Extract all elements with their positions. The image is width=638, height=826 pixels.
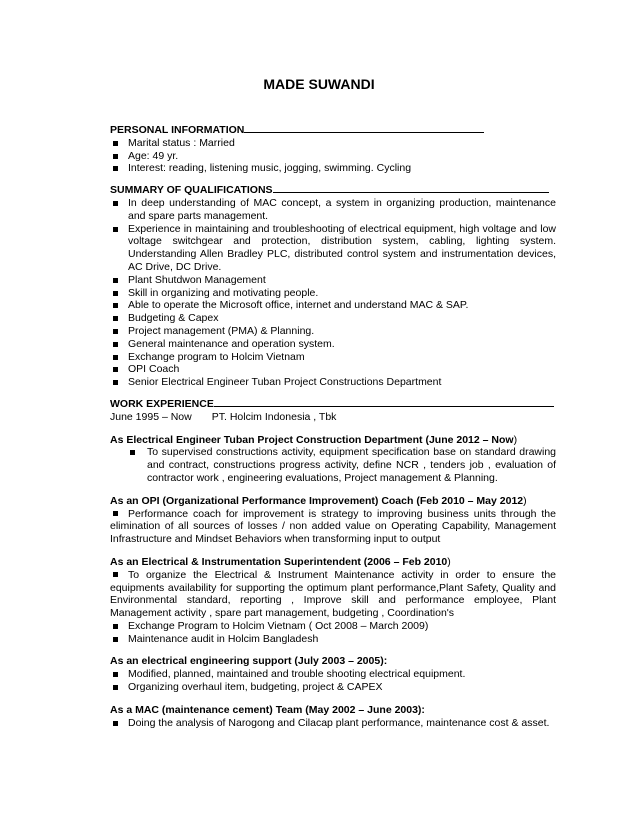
list-item: General maintenance and operation system. — [110, 338, 556, 351]
list-item: Doing the analysis of Narogong and Cilacap plant performance, maintenance cost & asset. — [110, 717, 556, 730]
employer-name: PT. Holcim Indonesia , Tbk — [211, 410, 337, 423]
personal-info-heading — [110, 124, 556, 137]
resume-body — [110, 124, 556, 729]
list-item: Project management (PMA) & Planning. — [110, 325, 556, 338]
job-title: As a MAC (maintenance cement) Team (May 2002 – June 2003): — [110, 703, 425, 716]
candidate-name: MADE SUWANDI — [263, 76, 375, 92]
list-item: Marital status : Married — [110, 137, 556, 150]
work-experience-heading — [110, 398, 556, 411]
job-duties-list — [110, 620, 556, 646]
list-item: OPI Coach — [110, 363, 556, 376]
list-item: Exchange Program to Holcim Vietnam ( Oct 2008 – March 2009) — [110, 620, 556, 633]
list-item: Age: 49 yr. — [110, 150, 556, 163]
list-item: Plant Shutdwon Management — [110, 274, 556, 287]
job-duties-list — [110, 446, 556, 484]
heading-rule — [214, 406, 554, 407]
list-item: Organizing overhaul item, budgeting, project & CAPEX — [110, 681, 556, 694]
list-item: Skill in organizing and motivating people. — [110, 287, 556, 300]
personal-info-heading-text: PERSONAL INFORMATION — [110, 124, 245, 136]
job-title: As an electrical engineering support (July 2003 – 2005): — [110, 655, 388, 668]
heading-rule — [244, 132, 484, 133]
summary-list — [110, 197, 556, 389]
summary-heading — [110, 184, 556, 197]
job-title: As an Electrical & Instrumentation Superintendent (2006 – Feb 2010) — [110, 555, 451, 568]
list-item: Interest: reading, listening music, jogging, swimming. Cycling — [110, 162, 556, 175]
job-duties-list — [110, 668, 556, 694]
heading-rule — [273, 192, 549, 193]
list-item: Experience in maintaining and troubleshooting of electrical equipment, high voltage and low voltage switchgear and protection, distribution system, cabling, lighting system. Understanding Allen Bradley PLC, distributed control system and instrumentation devices, AC Drive, DC Drive. — [110, 223, 556, 274]
list-item: Senior Electrical Engineer Tuban Project Constructions Department — [110, 376, 556, 389]
job-description: Performance coach for improvement is strategy to improving business units through the elimination of all sources of losses / non added value on Operating Capability, Management Infrastructure and Mindset Behaviors when transforming input to output — [110, 507, 556, 546]
bullet-icon — [113, 511, 118, 516]
employment-period: June 1995 – Now — [110, 410, 192, 423]
list-item: Maintenance audit in Holcim Bangladesh — [110, 633, 556, 646]
list-item: In deep understanding of MAC concept, a system in organizing production, maintenance and spare parts management. — [110, 197, 556, 223]
job-title: As Electrical Engineer Tuban Project Construction Department (June 2012 – Now) — [110, 433, 518, 446]
job-description: To organize the Electrical & Instrument Maintenance activity in order to ensure the equipments availability for supporting the optimum plant performance,Plant Safety, Quality and Environmental standard, reporting , Improve skill and performance employee, Plant Management activity , spare part management, budgeting , Coordination's — [110, 568, 556, 620]
list-item: To supervised constructions activity, equipment specification base on standard drawing and contract, constructions progress activity, define NCR , tenders job , evaluation of contractor work , engineering evaluations, Project management & Planning. — [110, 446, 556, 484]
job-duties-list — [110, 717, 556, 730]
personal-info-list — [110, 137, 556, 175]
employment-line — [110, 411, 556, 424]
bullet-icon — [113, 572, 118, 577]
summary-heading-text: SUMMARY OF QUALIFICATIONS — [110, 184, 273, 197]
job-title: As an OPI (Organizational Performance Improvement) Coach (Feb 2010 – May 2012) — [110, 494, 527, 507]
list-item: Exchange program to Holcim Vietnam — [110, 351, 556, 364]
list-item: Budgeting & Capex — [110, 312, 556, 325]
list-item: Able to operate the Microsoft office, internet and understand MAC & SAP. — [110, 299, 556, 312]
work-experience-heading-text: WORK EXPERIENCE — [110, 397, 214, 410]
list-item: Modified, planned, maintained and trouble shooting electrical equipment. — [110, 668, 556, 681]
